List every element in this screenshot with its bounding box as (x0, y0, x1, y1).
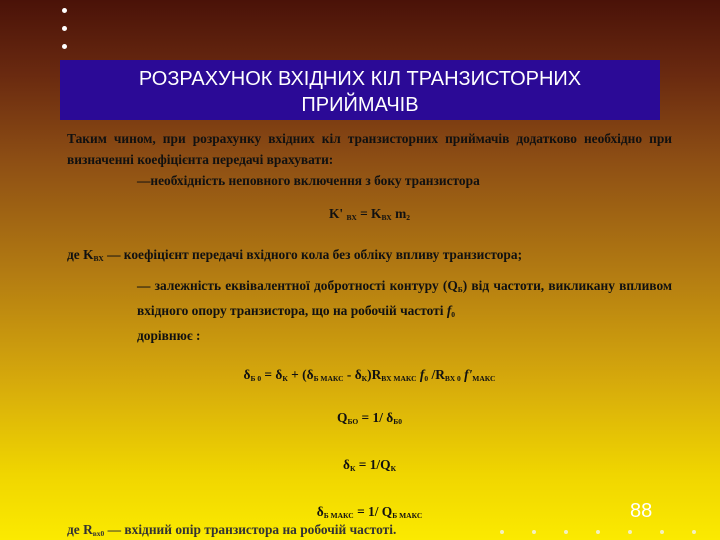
definition-kvx: де $K_{ВХ}$ — коефіцієнт передачі вхідного кола без обліку впливу транзистора; (67, 247, 523, 263)
bullet-dot (62, 44, 67, 49)
bullet-dot (62, 26, 67, 31)
page-number: 88 (630, 500, 653, 522)
bullet-dot (532, 530, 536, 534)
title-line-2: ПРИЙМАЧІВ (301, 94, 419, 116)
formula-2: $\delta_{Б 0} = \delta_К + (\delta_{Б МАКС} - \delta_К)R_{ВХ МАКС}$ $f_0$ $/R_{ВХ 0}$ $f'_{МАКС}$ (243, 367, 496, 383)
slide-title (60, 60, 660, 120)
formula-5: $\delta_{Б МАКС} = 1/$ $Q_{Б МАКС}$ (316, 504, 423, 520)
slide-body (67, 128, 672, 526)
formula-3: $Q_{БО} = 1/$ $\delta_{Б0}$ (337, 410, 402, 426)
bullet-dot (660, 530, 664, 534)
item-2: — залежність еквівалентної добротності контуру $(Q_Б)$ від частоти, викликану впливом вхідного опору транзистора, що на робочій частоті $f_0$ (137, 278, 673, 319)
bullet-dot (628, 530, 632, 534)
formula-4: $\delta_К = 1/Q_К$ (342, 457, 397, 473)
decor-bullets (62, 8, 67, 62)
intro-text: Таким чином, при розрахунку вхідних кіл транзисторних приймачів додатково необхідно при визначенні коефіцієнта передачі врахувати: (67, 131, 672, 167)
bullet-dot (692, 530, 696, 534)
bullet-dot (564, 530, 568, 534)
formula-1: K' $_{ВХ} = K_{ВХ}$ $m_2$ (329, 206, 410, 222)
item-1: —необхідність неповного включення з боку транзистора (137, 173, 480, 188)
bullet-dot (596, 530, 600, 534)
item-2-end: дорівнює : (137, 328, 201, 343)
bottom-definition: де $R_{вх0}$ — вхідний опір транзистора на робочій частоті. (67, 522, 397, 538)
bullet-dot (62, 8, 67, 13)
title-line-1: РОЗРАХУНОК ВХІДНИХ КІЛ ТРАНЗИСТОРНИХ (138, 68, 582, 90)
bullet-dot (500, 530, 504, 534)
